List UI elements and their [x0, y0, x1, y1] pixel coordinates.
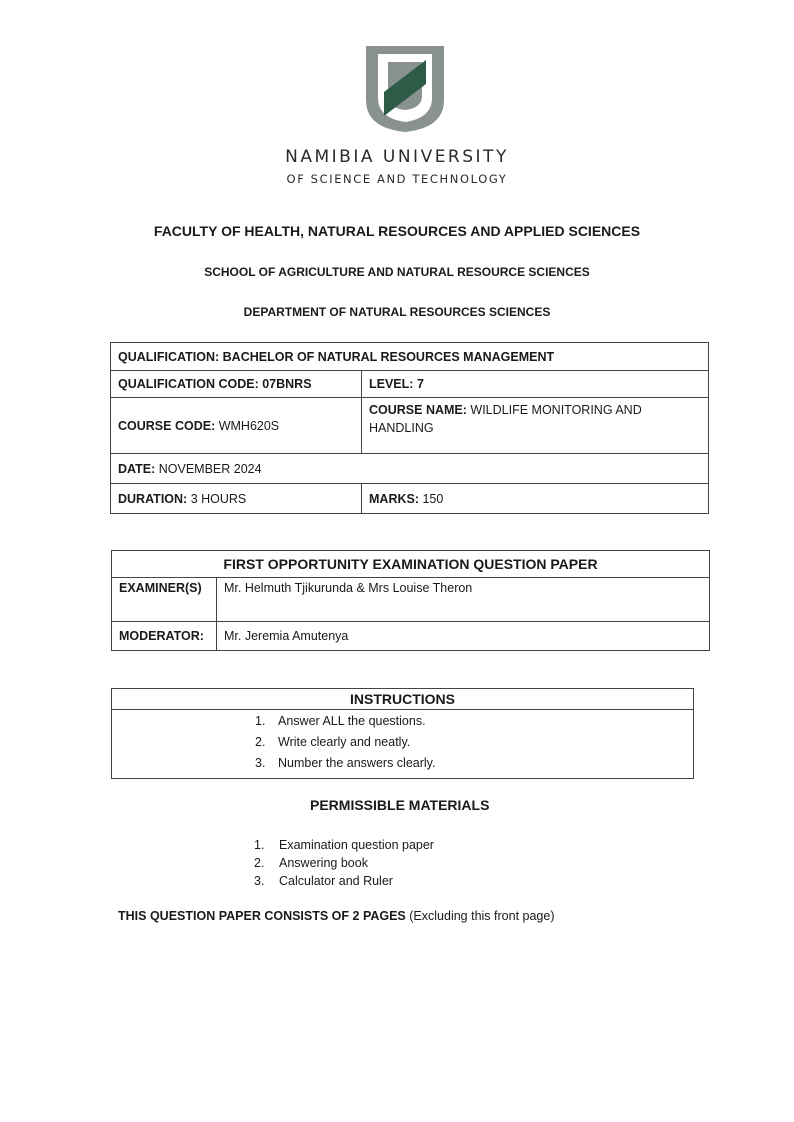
- code-level-row: [111, 371, 709, 398]
- material-item: 3. Calculator and Ruler: [254, 874, 393, 888]
- date-value: NOVEMBER 2024: [158, 461, 262, 476]
- course-code-label: COURSE CODE:: [118, 418, 216, 433]
- course-name-label: COURSE NAME:: [369, 403, 467, 417]
- duration-label: DURATION:: [118, 491, 188, 506]
- exam-info-table: [111, 550, 710, 651]
- page-count-bold: THIS QUESTION PAPER CONSISTS OF 2 PAGES: [118, 909, 406, 923]
- marks-value: 150: [422, 491, 444, 506]
- university-shield-logo-icon: [362, 40, 448, 134]
- permissible-materials-title: PERMISSIBLE MATERIALS: [310, 797, 490, 813]
- level-value: 7: [416, 377, 424, 391]
- qualification-code-label: QUALIFICATION CODE:: [118, 377, 259, 391]
- qualification-value: BACHELOR OF NATURAL RESOURCES MANAGEMENT: [222, 349, 555, 364]
- date-row: [111, 454, 709, 484]
- exam-title: FIRST OPPORTUNITY EXAMINATION QUESTION PAPER: [112, 551, 710, 578]
- moderator-label: MODERATOR:: [112, 622, 217, 651]
- course-name-value: WILDLIFE MONITORING AND HANDLING: [369, 403, 642, 435]
- course-info-table: [110, 342, 709, 514]
- material-item: 2. Answering book: [254, 856, 368, 870]
- material-item: 1. Examination question paper: [254, 838, 434, 852]
- level-label: LEVEL:: [369, 377, 414, 391]
- qualification-code-value: 07BNRS: [262, 377, 312, 391]
- course-row: [111, 398, 709, 454]
- instruction-item: 3. Number the answers clearly.: [255, 756, 436, 770]
- school-heading: SCHOOL OF AGRICULTURE AND NATURAL RESOURCE SCIENCES: [204, 265, 590, 279]
- marks-label: MARKS:: [369, 491, 419, 506]
- qualification-row: [111, 343, 709, 371]
- department-heading: DEPARTMENT OF NATURAL RESOURCES SCIENCES: [243, 305, 551, 319]
- instruction-item: 2. Write clearly and neatly.: [255, 735, 411, 749]
- page-count-note: [118, 909, 554, 923]
- instructions-table: [111, 688, 694, 779]
- instructions-title: INSTRUCTIONS: [112, 689, 694, 710]
- page-count-normal: (Excluding this front page): [409, 909, 555, 923]
- faculty-heading: FACULTY OF HEALTH, NATURAL RESOURCES AND APPLIED SCIENCES: [153, 223, 641, 239]
- duration-value: 3 HOURS: [190, 491, 247, 506]
- university-subtitle: OF SCIENCE AND TECHNOLOGY: [286, 172, 508, 186]
- permissible-materials-list: [254, 836, 434, 890]
- qualification-label: QUALIFICATION:: [118, 349, 220, 364]
- duration-marks-row: [111, 484, 709, 514]
- instruction-item: 1. Answer ALL the questions.: [255, 714, 426, 728]
- examiners-value: Mr. Helmuth Tjikurunda & Mrs Louise Theron: [217, 578, 710, 622]
- university-name: NAMIBIA UNIVERSITY: [285, 147, 509, 167]
- moderator-value: Mr. Jeremia Amutenya: [217, 622, 710, 651]
- instructions-list: [112, 710, 694, 779]
- date-label: DATE:: [118, 461, 156, 476]
- examiners-label: EXAMINER(S): [112, 578, 217, 622]
- course-code-value: WMH620S: [218, 418, 280, 433]
